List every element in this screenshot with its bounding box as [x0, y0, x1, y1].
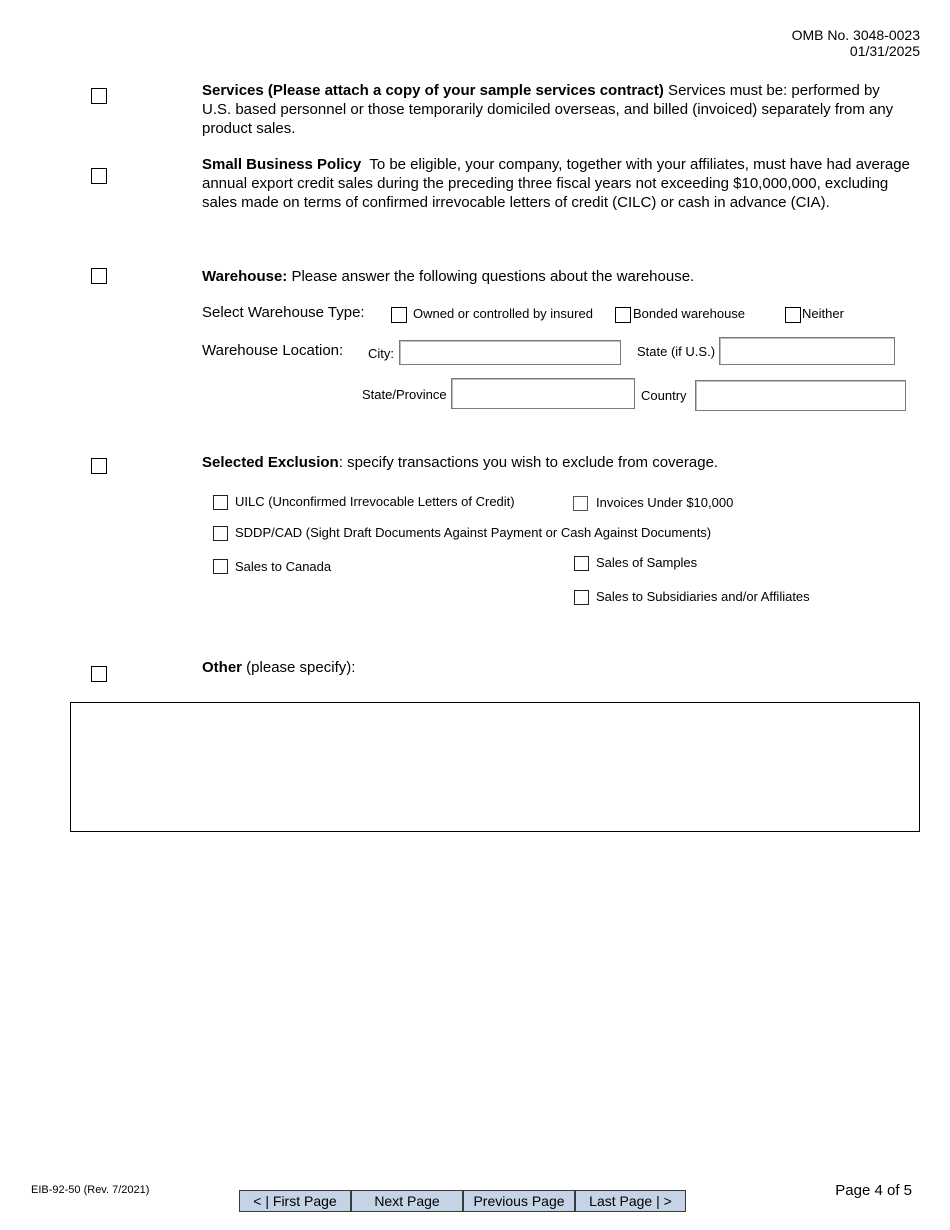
exclusion-sddp-label: SDDP/CAD (Sight Draft Documents Against Payment or Cash Against Documents) [235, 525, 712, 540]
state-us-label: State (if U.S.) [637, 344, 716, 359]
exclusion-canada-checkbox[interactable] [213, 559, 228, 574]
state-us-input[interactable] [719, 337, 895, 365]
services-checkbox[interactable] [91, 88, 107, 104]
warehouse-title: Warehouse: [202, 268, 288, 285]
exclusion-subsidiaries-checkbox[interactable] [574, 590, 589, 605]
warehouse-type-owned-label: Owned or controlled by insured [413, 306, 593, 321]
services-section [202, 81, 912, 138]
small-business-text: To be eligible, your company, together with your affiliates, must have had average annual export credit sales during the preceding three fiscal years not exceeding $10,000,000, excluding sales made on terms of confirmed irrevocable letters of credit (CILC) or cash in advance (CIA). [202, 156, 915, 211]
other-specify-textarea[interactable] [70, 702, 920, 832]
exclusion-title: Selected Exclusion [202, 454, 339, 471]
warehouse-type-neither-checkbox[interactable] [785, 307, 801, 323]
city-input[interactable] [399, 340, 621, 365]
previous-page-button[interactable]: Previous Page [463, 1190, 575, 1212]
omb-expiration: 01/31/2025 [849, 43, 920, 59]
other-checkbox[interactable] [91, 666, 107, 682]
warehouse-type-bonded-label: Bonded warehouse [633, 306, 746, 321]
services-title: Services (Please attach a copy of your sample services contract) [202, 82, 664, 99]
exclusion-heading [202, 453, 912, 472]
country-label: Country [641, 388, 687, 403]
exclusion-sddp-checkbox[interactable] [213, 526, 228, 541]
warehouse-text: Please answer the following questions about the warehouse. [287, 268, 695, 285]
other-heading [202, 658, 912, 677]
exclusion-text: : specify transactions you wish to exclude from coverage. [338, 454, 719, 471]
exclusion-invoices-checkbox[interactable] [573, 496, 588, 511]
page-number: Page 4 of 5 [835, 1182, 912, 1199]
omb-number: OMB No. 3048-0023 [791, 27, 920, 43]
small-business-checkbox[interactable] [91, 168, 107, 184]
exclusion-samples-label: Sales of Samples [596, 555, 698, 570]
warehouse-type-neither-label: Neither [802, 306, 844, 321]
exclusion-canada-label: Sales to Canada [235, 559, 332, 574]
services-text: Services must be: performed by U.S. based personnel or those temporarily domiciled overseas, and billed (invoiced) separately from any product sales. [202, 82, 894, 137]
exclusion-checkbox[interactable] [91, 458, 107, 474]
warehouse-type-owned-checkbox[interactable] [391, 307, 407, 323]
state-province-input[interactable] [451, 378, 635, 409]
exclusion-invoices-label: Invoices Under $10,000 [596, 495, 734, 510]
exclusion-uilc-label: UILC (Unconfirmed Irrevocable Letters of Credit) [235, 494, 515, 509]
small-business-section [202, 155, 915, 212]
last-page-button[interactable]: Last Page | > [575, 1190, 686, 1212]
warehouse-type-bonded-checkbox[interactable] [615, 307, 631, 323]
warehouse-location-label: Warehouse Location: [202, 342, 344, 359]
next-page-button[interactable]: Next Page [351, 1190, 463, 1212]
country-input[interactable] [695, 380, 906, 411]
form-id: EIB-92-50 (Rev. 7/2021) [31, 1184, 150, 1196]
warehouse-checkbox[interactable] [91, 268, 107, 284]
city-label: City: [368, 346, 394, 361]
state-province-label: State/Province [362, 387, 447, 402]
warehouse-type-label: Select Warehouse Type: [202, 304, 365, 321]
exclusion-subsidiaries-label: Sales to Subsidiaries and/or Affiliates [596, 589, 810, 604]
exclusion-samples-checkbox[interactable] [574, 556, 589, 571]
first-page-button[interactable]: < | First Page [239, 1190, 351, 1212]
other-title: Other [202, 659, 243, 676]
other-text: (please specify): [242, 659, 356, 676]
exclusion-uilc-checkbox[interactable] [213, 495, 228, 510]
warehouse-heading [202, 267, 912, 286]
small-business-title: Small Business Policy [202, 156, 362, 173]
